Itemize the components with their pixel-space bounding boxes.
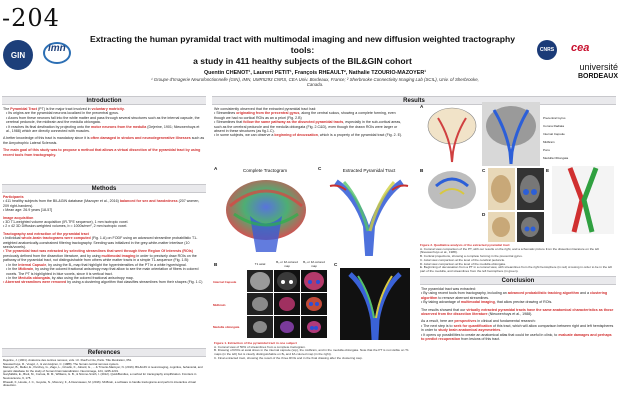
methods-item: • Aberrant streamlines were removed by using a clustering algorithm that classifies streamlines from their shapes (Fig. 1.C)	[3, 280, 203, 285]
extracted-pyramidal-tract-image	[326, 176, 412, 256]
reference-item: Dejerine, J. (1901). Anatomie des centres nerveux, vols. I-II. Rueff et Cie, Paris. Title illustration, 651.	[3, 358, 132, 362]
methods-item: • In the Medulla oblongata, by also using the colored fractional anisotropy map.	[6, 275, 134, 280]
fig1-caption-title: Figure 1. Extraction of the pyramidal tract in one subject	[214, 341, 297, 345]
fig1-col-t1: T1 axial	[254, 262, 266, 266]
bordeaux-logo	[540, 63, 618, 81]
fig2-caption-line: C. Axial view comparison at the level of the cerebral peduncle.	[420, 257, 506, 262]
reference-item: Mazoyer, B., Mellet, E., Perchey, G., Zago, L., Crivello, F., Jobard, G., ... & Tzourio-Mazoyer, N. (2016). BIL&GIN: A neuroimaging, cognitive, behavioral, and genetic database for the study of human brain lateralization. Neuroimage, 124, 1225-1231.	[3, 365, 203, 373]
fig2-caption-line: A. Coronal view comparison of the PT, with our results on the right, and a schematic picture from the dissection literature on the left (Nieuwenhuys et al., 1988).	[420, 246, 600, 255]
fig1-caption-line: A. Coronal view of 50% of streamlines from a complete tractogram.	[214, 344, 306, 349]
fig1-col-map-2: B₀ or FA colored map	[303, 260, 325, 269]
fig1-label-c: C	[318, 166, 322, 171]
fig1-row-midbrain: Midbrain	[213, 303, 226, 307]
cerebral-peduncle-axial-image	[488, 168, 544, 210]
fig2-labels	[543, 114, 611, 162]
methods-item: • In the Midbrain, by using the colored fractional anisotropy map that allow to see the main orientation of fibers in colored voxels. The PT is highlighted in blue voxels, since it is vertical tract.	[6, 267, 199, 276]
fig1-row-medulla: Medulla oblongata	[213, 325, 240, 329]
imn-logo	[40, 42, 76, 66]
dissection-schematic-image	[424, 104, 480, 164]
intro-bullet: • It reaches its final destination by projecting onto the motor neurons from the medulla (Dejerine, 1901; Nieuwenhuys et al., 1988) which are directly connected with muscles.	[6, 124, 200, 134]
cortical-projection-image	[426, 168, 478, 210]
bordeaux-logo-line2: BORDEAUX	[577, 73, 618, 80]
complete-tractogram-image	[220, 176, 312, 256]
methods-subheading: Tractography and extraction of the pyramidal tract	[3, 231, 89, 236]
fig2-label-item: Corona Radiata	[543, 124, 565, 128]
cnrs-logo: CNRS	[537, 40, 557, 60]
fig2-caption	[420, 244, 616, 274]
fig2-caption-line: E. Beginning of decussation from a PT in a coronal view, with streamlines from the right hemisphere (in red) crossing in order to be in the left part of the medulla, and streamlines from the left hemisphere (in green).	[420, 265, 613, 273]
fig1-title-a: Complete Tractogram	[242, 168, 288, 173]
fig1-label-a: A	[214, 166, 218, 171]
results-item: • In some subjects, we can observe a beginning of decussation, which is a property of the pyramidal tract (Fig. 2. E).	[214, 133, 403, 138]
methods-item: • Individual whole-brain tractograms were computed (Fig. 1.A) on FODF using an advanced streamline probabilistic T1-weighted anatomically-constrained filtering tractography. Seeding was initialized in the grey-white-matter interface (10 seeds/voxels).	[3, 236, 198, 250]
references-header: References	[2, 348, 206, 357]
clustered-tract-image	[340, 268, 410, 340]
results-header: Results	[212, 96, 616, 105]
conclusion-header: Conclusion	[420, 276, 616, 285]
methods-item: • 411 healthy subjects from the BIL&GIN database (Mazoyer et al., 2016) balanced for sex and handedness (207 women, 209 right-handers).	[3, 199, 200, 208]
fig2-label-item: Midbrain	[543, 140, 555, 144]
methods-item: • 3D T1-weighted volume acquisition (IR-TFE sequence), 1 mm isotropic voxel.	[3, 220, 129, 225]
methods-item: • The pyramidal tract was extracted by selecting streamlines that went through three Region Of Interests (ROIs) previously defined from the dissection literature, and by using multimodal imaging in order to precisely draw ROIs on the pathway of the pyramidal tract, not distinguishable from others white matter tracts in a simple T1-sequence (Fig. 1.B):	[3, 249, 197, 263]
imn-logo-text: imn	[48, 43, 66, 54]
affiliations: ¹ Groupe d'Imagerie Neurofonctionnelle (GIN), IMN, UMR5293 CNRS, CEA Univ. Bordeaux, France; ² Sherbrooke Connectivity Imaging Lab (SCIL), Univ. of Sherbrooke, Canada.	[151, 77, 479, 87]
intro-paragraph-1: The Pyramidal Tract (PT) is the major tract involved in voluntary motricity.	[3, 107, 125, 111]
methods-body	[3, 195, 205, 285]
fig1-label-c-bottom: C	[334, 262, 338, 267]
fig2-label-b: B	[420, 168, 424, 173]
fig2-label-item: Internal Capsule	[543, 132, 565, 136]
conclusion-item: • The next step is to seek for quantification of this tract, which will allow comparison between right and left hemispheres in order to study brain anatomical asymmetries.	[421, 323, 614, 333]
cea-logo: cea	[571, 42, 590, 54]
methods-item: • In the Internal Capsule, by using the B₀ map that highlight the hyperintensities of the PT in a white hyperisignal.	[6, 262, 187, 267]
fig1-caption-line: B. Drawing of ROIs at axial slices in the internal capsule (top), the midbrain, and in the medulla oblongata. Note that the PT is not visible on T1 maps (in the left) but is clearly distinguishable on B₀ and FA colored map (in the right).	[214, 348, 409, 357]
fig2-label-e: E	[546, 168, 550, 173]
methods-item: • 2 x 42 3D Diffusion-weighted volumes, b = 1000s/mm², 2 mm isotropic voxel.	[3, 224, 128, 229]
fig2-label-item: Precentral Gyrus	[543, 116, 566, 120]
methods-subheading: Participants	[3, 195, 24, 199]
bordeaux-logo-line1: université	[579, 62, 618, 72]
reference-item: Rheault, F., Houde, J. C., Goyette, N., Morency, F., & Descoteaux, M. (2016). MI-Brain, a software to handle tractograms and perform interactive virtual dissection.	[3, 379, 196, 388]
intro-paragraph-2: A better knowledge of this tract is mandatory since it is often damaged in strokes and neurodegenerative illnesses such as the Amyotrophic Lateral Sclerosis.	[3, 136, 205, 145]
results-item: • Streamlines that follow the same pathway as the dissected pyramidal tracts, especially in the sub-cortical areas, such as the cerebral peduncle and the medulla oblongata (Fig. 2.C&D), even though the drawn ROIs were larger or absent in these structures (as fig.1.C).	[214, 120, 402, 134]
roi-slice-grid-image	[247, 270, 329, 338]
conclusion-item: • By taking advantage of multimodal imaging, that allow precise drawing of ROIs.	[421, 300, 553, 305]
fig2-label-c: C	[482, 168, 486, 173]
conclusion-intro: The pyramidal tract was extracted:	[421, 287, 476, 291]
fig2-caption-line: B. Cortical projections, showing a complete forming in the precentral gyrus.	[420, 254, 523, 259]
conclusion-body	[421, 287, 615, 341]
decussation-image	[552, 166, 614, 234]
intro-goal: The main goal of this study was to propose a method that allows a virtual dissection of the pyramidal tract by using recent tools from tractography.	[3, 148, 201, 157]
gin-logo: GIN	[3, 40, 33, 70]
results-body	[214, 107, 404, 138]
title-line-1: Extracting the human pyramidal tract with multimodal imaging and new diffusion weighted tractography tools:	[90, 34, 515, 55]
fig2-label-d: D	[482, 212, 486, 217]
methods-subheading: Image acquisition	[3, 215, 34, 220]
introduction-header: Introduction	[2, 96, 206, 105]
methods-header: Methods	[2, 184, 206, 193]
poster-title	[90, 34, 515, 67]
conclusion-results: The results showed that our virtually extracted pyramidal tracts have the same anatomical characteristics as those observed from the dissection literature (Nieuwenhuys et al., 1988).	[421, 307, 614, 317]
title-line-2: a study in 411 healthy subjects of the BIL&GIN cohort	[193, 56, 412, 66]
fig2-caption-title: Figure 2. Qualitative analysis of the extracted pyramidal tract	[420, 243, 510, 247]
fig2-label-item: Medulla Oblongata	[543, 156, 569, 160]
fig1-label-b: B	[214, 262, 218, 267]
fig2-label-item: Pons	[543, 148, 550, 152]
conclusion-item: • It opens up possibilities to create an anatomical atlas that could be useful in clinic, to evaluate damages and perhaps to predict recuperation from lesions of this tract.	[421, 332, 612, 342]
references-list	[3, 359, 205, 388]
intro-bullet: • Its origins are the pyramidal neurons localized in the precentral gyrus.	[6, 111, 119, 116]
fig2-caption-line: D. Axial view comparison at the level of the medulla oblongata.	[420, 261, 506, 266]
fig2-label-a: A	[420, 104, 424, 109]
reference-item: Nieuwenhuys, R., Voogd, J., & van Huijzen, C. (1988). The human central nervous system.	[3, 361, 120, 366]
intro-bullet: • Axons from these neurons fall into the white matter and pass through several structures such as the internal capsule, the cerebral peduncle, the midbrain and the medulla oblongata.	[6, 115, 200, 125]
medulla-axial-image	[488, 212, 544, 242]
conclusion-item: • By using recent tools from tractography, including an advanced probabilistic tracking algorithm and a clustering algorithm to remove aberrant streamlines.	[421, 291, 608, 300]
fig1-col-map-1: B₀ or FA colored map	[276, 260, 298, 269]
introduction-body	[3, 107, 205, 157]
reference-item: Garyfallidis, E., Brett, M., Correia, M. M., Williams, G. B., & Nimmo-Smith, I. (2012). QuickBundles, a method for tractography simplification. Frontiers in Neuroscience, 6, 175.	[3, 372, 197, 380]
fig1-title-c: Extracted Pyramidal Tract	[342, 168, 396, 173]
results-item: • Streamlines originating from the precentral gyrus, along the central sulcus, showing a complete forming, even though we had no cortical ROIs as an a priori (Fig. 2.B)	[214, 111, 396, 120]
fig1-caption-line: C. Final extracted tract, showing the result of the three ROIs and in the final drawing after the clustering step.	[214, 355, 363, 360]
conclusion-perspectives: As a result, here are perspectives in clinical and fundamental research:	[421, 319, 536, 324]
fig1-caption	[214, 342, 414, 361]
author-list: Quentin CHENOT¹, Laurent PETIT¹, François RHEAULT², Nathalie TZOURIO-MAZOYER¹	[203, 70, 427, 76]
fig1-row-internal-capsule: Internal Capsule	[213, 280, 237, 284]
extracted-tract-coronal-image	[482, 102, 540, 166]
poster-id: -204	[2, 4, 60, 32]
results-intro: We consistently observed that the extracted pyramidal tract had:	[214, 107, 317, 111]
methods-item: • Mean age: 26.9 years [18-57]	[3, 208, 53, 213]
